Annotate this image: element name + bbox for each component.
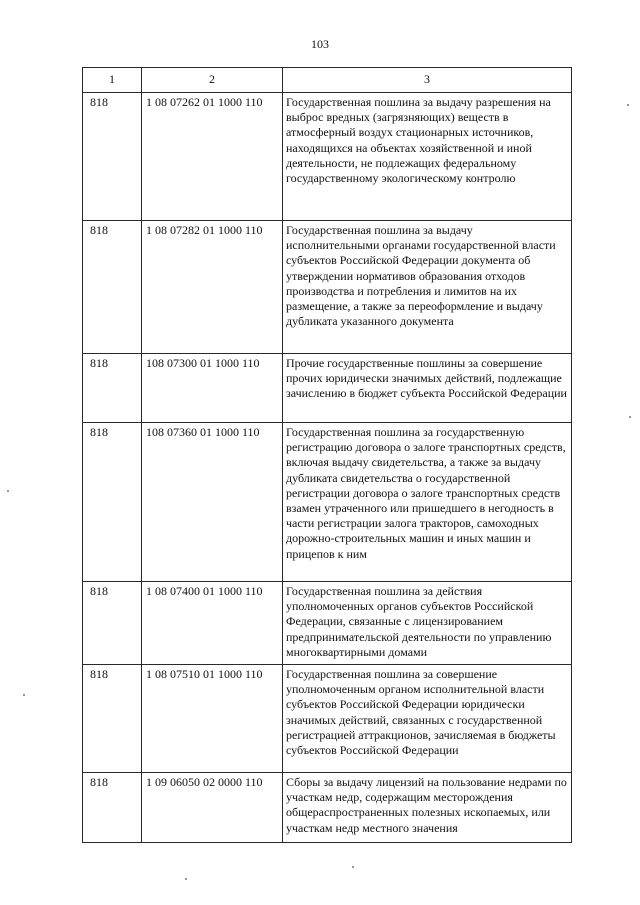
budget-code-cell: 108 07360 01 1000 110 [142, 423, 283, 582]
budget-code-cell: 1 08 07262 01 1000 110 [142, 93, 283, 221]
table-row [83, 773, 572, 843]
scan-speck [23, 694, 25, 696]
description-cell: Государственная пошлина за выдачу разрешения на выброс вредных (загрязняющих) веществ в атмосферный воздух стационарных источников, находящихся на объектах хозяйственной и иной деятельности, не подлежащих федеральному государственному экологическому контролю [283, 93, 572, 221]
admin-code-cell: 818 [83, 93, 142, 221]
table-row [83, 221, 572, 354]
description-cell: Государственная пошлина за действия уполномоченных органов субъектов Российской Федерации, связанные с лицензированием предпринимательской деятельности по управлению многоквартирными домами [283, 582, 572, 665]
budget-code-cell: 1 09 06050 02 0000 110 [142, 773, 283, 843]
scan-speck [352, 866, 354, 868]
table-row [83, 93, 572, 221]
description-cell: Прочие государственные пошлины за совершение прочих юридически значимых действий, подлежащие зачислению в бюджет субъекта Российской Федерации [283, 354, 572, 423]
budget-code-table [82, 67, 572, 843]
admin-code-cell: 818 [83, 582, 142, 665]
scan-speck [627, 104, 629, 106]
table-row [83, 354, 572, 423]
page-number: 103 [311, 37, 329, 51]
scan-speck [7, 490, 9, 492]
budget-code-cell: 1 08 07282 01 1000 110 [142, 221, 283, 354]
admin-code-cell: 818 [83, 423, 142, 582]
description-cell: Государственная пошлина за выдачу исполнительными органами государственной власти субъектов Российской Федерации документа об утверждении нормативов образования отходов производства и потребления и лимитов на их размещение, а также за переоформление и выдачу дубликата указанного документа [283, 221, 572, 354]
scan-speck [629, 416, 631, 418]
description-cell: Государственная пошлина за государственную регистрацию договора о залоге транспортных средств, включая выдачу свидетельства, а также за выдачу дубликата свидетельства о государственной регистрации договора о залоге транспортных средств взамен утраченного или пришедшего в негодность в части регистрации залога тракторов, самоходных дорожно-строительных машин и иных машин и прицепов к ним [283, 423, 572, 582]
header-column-3: 3 [283, 68, 572, 93]
budget-code-cell: 108 07300 01 1000 110 [142, 354, 283, 423]
table-header-row [83, 68, 572, 93]
budget-code-cell: 1 08 07510 01 1000 110 [142, 665, 283, 773]
description-cell: Государственная пошлина за совершение уполномоченным органом исполнительной власти субъектов Российской Федерации юридически значимых действий, связанных с государственной регистрацией аттракционов, зачисляемая в бюджеты субъектов Российской Федерации [283, 665, 572, 773]
admin-code-cell: 818 [83, 665, 142, 773]
table-row [83, 423, 572, 582]
table-row [83, 582, 572, 665]
admin-code-cell: 818 [83, 354, 142, 423]
header-column-2: 2 [142, 68, 283, 93]
scan-speck [185, 878, 187, 880]
admin-code-cell: 818 [83, 773, 142, 843]
budget-code-cell: 1 08 07400 01 1000 110 [142, 582, 283, 665]
admin-code-cell: 818 [83, 221, 142, 354]
table-row [83, 665, 572, 773]
description-cell: Сборы за выдачу лицензий на пользование недрами по участкам недр, содержащим месторождения общераспространенных полезных ископаемых, или участкам недр местного значения [283, 773, 572, 843]
header-column-1: 1 [83, 68, 142, 93]
